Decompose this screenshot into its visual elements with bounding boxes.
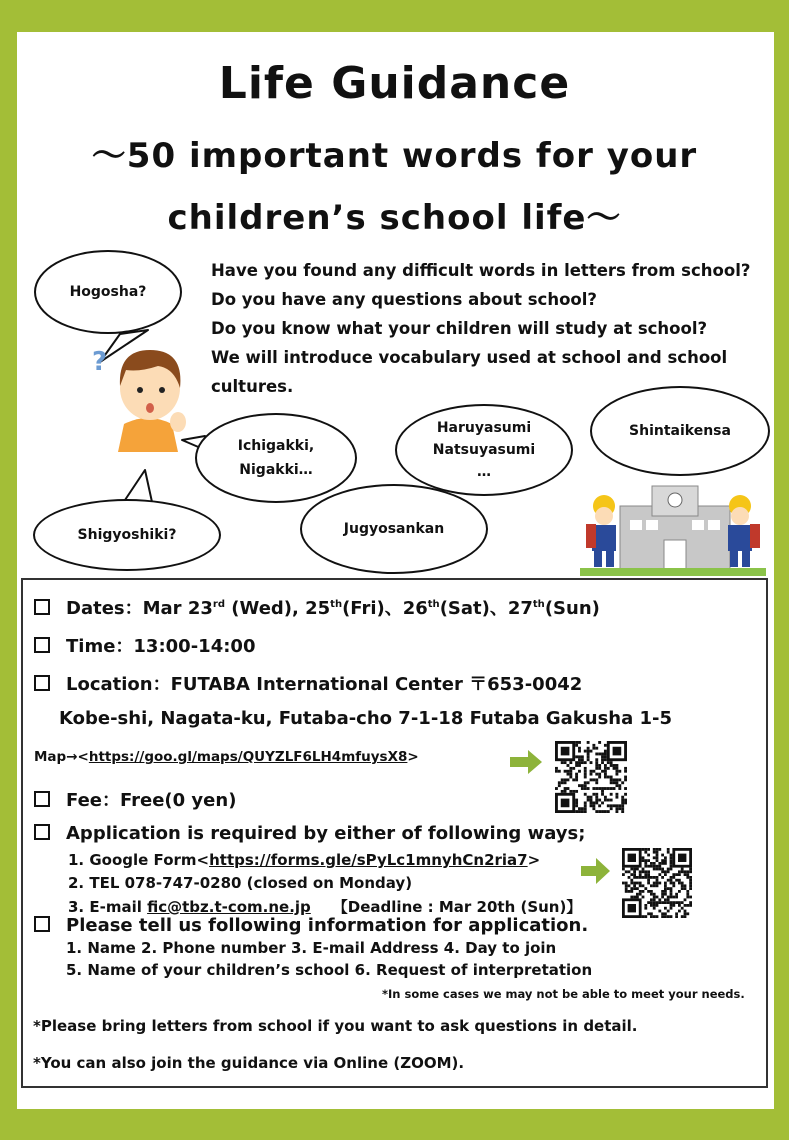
- application-email: [68, 896, 581, 917]
- time-text: Time：13:00-14:00: [66, 636, 256, 657]
- bring-letters-note: *Please bring letters from school if you want to ask questions in detail.: [33, 1017, 638, 1035]
- map-prefix: Map→<: [34, 749, 89, 765]
- dates-value: Mar 23: [142, 598, 213, 619]
- application-google-form: [68, 851, 540, 869]
- thinking-child-illustration: [88, 336, 196, 452]
- time-row: [34, 632, 255, 658]
- bubble-shintaikensa-text: Shintaikensa: [629, 423, 731, 439]
- dates-sup: th: [427, 599, 440, 610]
- bubble-shigyoshiki-text: Shigyoshiki?: [77, 527, 177, 543]
- bubble-haru-line1: Haruyasumi: [436, 420, 532, 436]
- bubble-haru-line2: Natsuyasumi: [432, 442, 536, 458]
- google-form-link[interactable]: https://forms.gle/sPyLc1mnyhCn2ria7: [209, 851, 528, 869]
- dates-row: [34, 594, 600, 620]
- dates-value: (Sat)、27: [439, 598, 533, 619]
- google-form-prefix: 1. Google Form<: [68, 851, 210, 869]
- google-form-suffix: >: [527, 851, 541, 869]
- location-text: Location：FUTABA International Center 〒653-0042: [66, 674, 583, 695]
- checkbox-icon: [34, 599, 50, 615]
- bubble-hogosha-text: Hogosha?: [69, 284, 147, 300]
- checkbox-icon: [34, 824, 50, 840]
- dates-value: (Fri)、26: [342, 598, 428, 619]
- fee-text: Fee：Free(0 yen): [66, 790, 237, 811]
- deadline-text: 【Deadline : Mar 20th (Sun)】: [332, 898, 582, 916]
- bubble-haru-line3: …: [476, 464, 491, 480]
- checkbox-icon: [34, 637, 50, 653]
- arrow-right-icon: [510, 750, 544, 774]
- intro-line: cultures.: [211, 377, 294, 396]
- bubble-ichigakki: [195, 413, 357, 503]
- map-row: [34, 749, 419, 765]
- intro-line: Do you know what your children will study at school?: [211, 319, 708, 338]
- page-title: Life Guidance: [218, 58, 571, 109]
- subtitle-line-1: ～50 important words for your: [91, 136, 698, 176]
- application-qr-code[interactable]: [622, 848, 692, 918]
- map-qr-code[interactable]: [555, 741, 627, 813]
- application-text: Application is required by either of following ways;: [66, 823, 586, 844]
- svg-text:?: ?: [92, 347, 108, 377]
- bubble-haruyasumi: [395, 404, 573, 496]
- bubble-jugyosankan: [300, 484, 488, 574]
- checkbox-icon: [34, 791, 50, 807]
- address-row: Kobe-shi, Nagata-ku, Futaba-cho 7-1-18 Futaba Gakusha 1-5: [59, 708, 673, 729]
- bubble-shigyoshiki: [33, 499, 221, 571]
- tell-items-line-1: 1. Name 2. Phone number 3. E-mail Address 4. Day to join: [66, 939, 557, 957]
- intro-line: Do you have any questions about school?: [211, 290, 597, 309]
- email-link[interactable]: fic@tbz.t-com.ne.jp: [147, 898, 311, 916]
- tell-us-text: Please tell us following information for application.: [66, 915, 589, 936]
- bubble-ichigakki-line1: Ichigakki,: [237, 438, 315, 454]
- dates-sup: th: [532, 599, 545, 610]
- intro-line: We will introduce vocabulary used at school and school: [211, 348, 728, 367]
- location-row: [34, 670, 582, 696]
- dates-sup: th: [330, 599, 343, 610]
- tell-us-row: [34, 915, 588, 936]
- footnote: *In some cases we may not be able to meet your needs.: [382, 987, 745, 1001]
- dates-sup: rd: [212, 599, 225, 610]
- bubble-hogosha: [34, 250, 182, 334]
- tell-items-line-2: 5. Name of your children’s school 6. Request of interpretation: [66, 961, 593, 979]
- bubble-shintaikensa: [590, 386, 770, 476]
- application-tel: 2. TEL 078-747-0280 (closed on Monday): [68, 874, 413, 892]
- online-note: *You can also join the guidance via Online (ZOOM).: [33, 1054, 465, 1072]
- checkbox-icon: [34, 675, 50, 691]
- school-children-illustration: [580, 482, 766, 578]
- application-row: [34, 823, 585, 844]
- dates-label: Dates：: [66, 598, 143, 619]
- bubble-jugyosankan-text: Jugyosankan: [343, 521, 445, 537]
- bubble-ichigakki-line2: Nigakki…: [239, 462, 313, 478]
- intro-line: Have you found any difficult words in letters from school?: [211, 261, 751, 280]
- fee-row: [34, 786, 236, 812]
- dates-value: (Sun): [544, 598, 600, 619]
- checkbox-icon: [34, 916, 50, 932]
- subtitle-line-2: children’s school life～: [167, 198, 622, 238]
- map-link[interactable]: https://goo.gl/maps/QUYZLF6LH4mfuysX8: [88, 749, 408, 765]
- arrow-right-icon: [581, 858, 611, 884]
- map-suffix: >: [407, 749, 419, 765]
- dates-value: (Wed), 25: [224, 598, 331, 619]
- email-prefix: 3. E-mail: [68, 898, 148, 916]
